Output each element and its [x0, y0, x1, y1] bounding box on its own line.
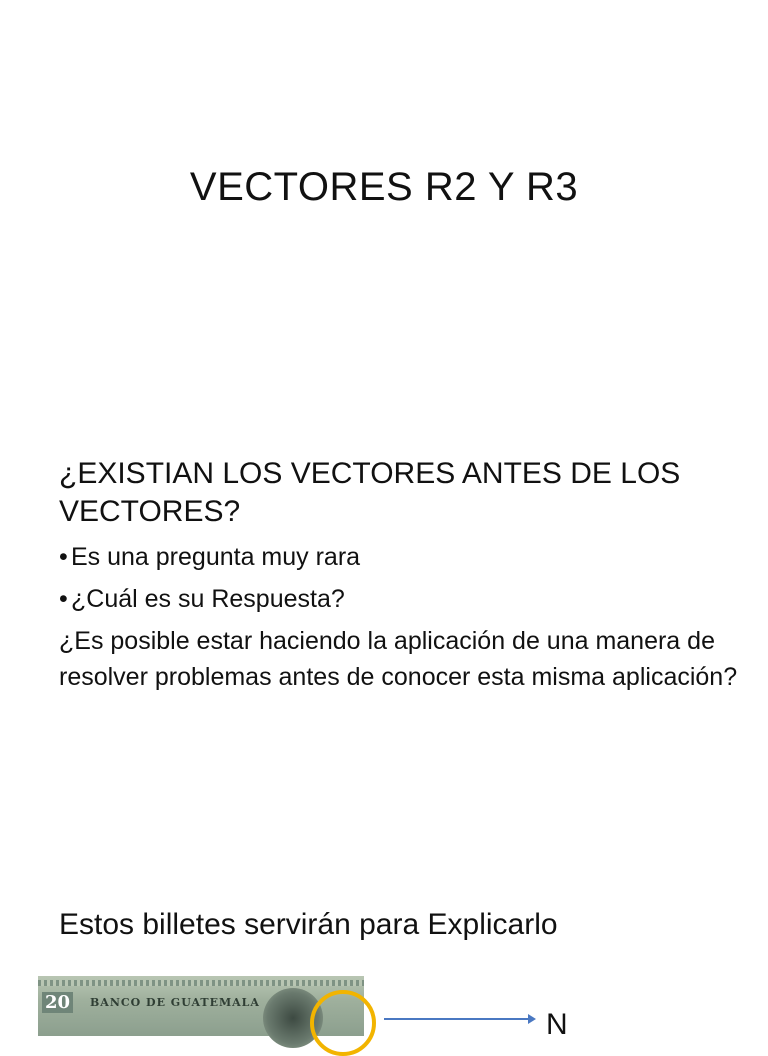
- bullet-icon: •: [59, 585, 68, 613]
- question-heading: ¿EXISTIAN LOS VECTORES ANTES DE LOS VECTORES?: [59, 457, 681, 528]
- bullet-text: Es una pregunta muy rara: [71, 543, 361, 571]
- slide-title: VECTORES R2 Y R3: [189, 165, 579, 209]
- banknote-bank-name: BANCO DE GUATEMALA: [90, 996, 260, 1009]
- bullet-text: ¿Cuál es su Respuesta?: [71, 585, 345, 613]
- question-slide: [59, 455, 739, 697]
- highlight-circle: [310, 990, 376, 1056]
- question-paragraph: ¿Es posible estar haciendo la aplicación de una manera de resolver problemas antes de conocer esta misma aplicación?: [59, 627, 738, 691]
- callout-text: N: [546, 1008, 568, 1041]
- bullet-item: [59, 539, 739, 575]
- bullet-icon: •: [59, 543, 68, 571]
- arrow-line: [384, 1018, 534, 1020]
- banknote-denomination: 20: [42, 992, 73, 1013]
- banknote-stripe: [38, 980, 364, 986]
- arrow-head-icon: [528, 1014, 536, 1024]
- banknote-section-title: Estos billetes servirán para Explicarlo: [59, 908, 558, 941]
- bullet-item: [59, 581, 739, 617]
